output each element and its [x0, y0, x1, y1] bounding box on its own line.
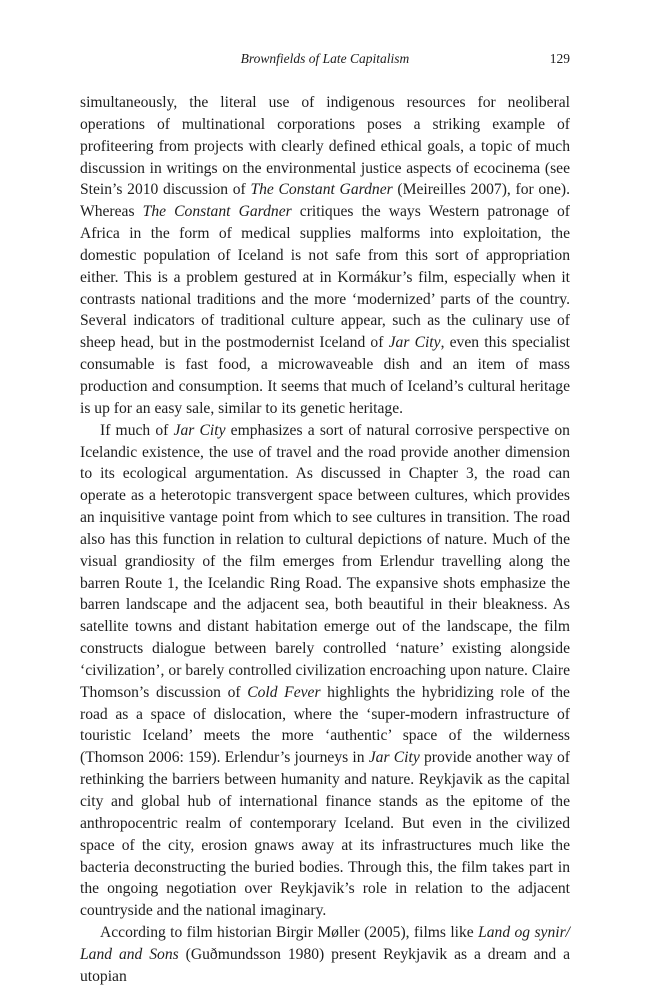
text-run: , even this specialist consumable is fast food, a microwaveable dish and an item of mass production and consumption. It seems that much of Iceland’s cultural heritage is up for an easy sale, similar to its genetic heritage. [80, 334, 570, 417]
text-run: If much of [100, 421, 174, 439]
italic-title: The Constant Gardner [142, 203, 292, 221]
paragraph [80, 420, 570, 922]
text-run: (Meireilles 2007), for one). Whereas [80, 181, 571, 221]
paragraph [80, 922, 570, 988]
text-run: highlights the hybridizing role of the road as a space of dislocation, where the ‘super-modern infrastructure of touristic Iceland’ meets the more ‘authentic’ space of the wilderness (Thomson 2006: 159). Erlendur’s journeys in [80, 683, 570, 767]
page-number: 129 [549, 51, 570, 66]
text-run: critiques the ways Western patronage of Africa in the form of medical supplies malforms into exploitation, the domestic population of Iceland is not safe from this sort of appropriation either. This is a problem gestured at in Kormákur’s film, especially when it contrasts national traditions and the more ‘modernized’ parts of the country. Several indicators of traditional culture appear, such as the culinary use of sheep head, but in the postmodernist Iceland of [80, 203, 570, 352]
running-title: Brownfields of Late Capitalism [240, 51, 410, 66]
text-run: (Guðmundsson 1980) present Reykjavik as a dream and a utopian [80, 945, 570, 985]
italic-title: The Constant Gardner [250, 181, 393, 199]
running-head [80, 50, 570, 70]
text-run: According to film historian Birgir Møller (2005), films like [100, 924, 479, 942]
italic-title: Jar City [368, 749, 420, 767]
italic-title: Jar City [388, 334, 441, 352]
body-text [80, 92, 570, 988]
italic-title: Jar City [173, 421, 226, 439]
text-run: emphasizes a sort of natural corrosive perspective on Icelandic existence, the use of travel and the road provide another dimension to its ecological argumentation. As discussed in Chapter 3, the road can operate as a heterotopic transvergent space between cultures, which provides an inquisitive vantage point from which to see cultures in transition. The road also has this function in relation to cultural depictions of nature. Much of the visual grandiosity of the film emerges from Erlendur travelling along the barren Route 1, the Icelandic Ring Road. The expansive shots emphasize the barren landscape and the adjacent sea, both beautiful in their bleakness. As satellite towns and distant habitation emerge out of the landscape, the film constructs dialogue between barely controlled ‘nature’ existing alongside ‘civilization’, or barely controlled civilization encroaching upon nature. Claire Thomson’s discussion of [80, 421, 570, 701]
text-run: provide another way of rethinking the barriers between humanity and nature. Reykjavik as the capital city and global hub of international finance stands as the epitome of the anthropocentric realm of contemporary Iceland. But even in the civilized space of the city, erosion gnaws away at its infrastructures much like the bacteria deconstructing the buried bodies. Through this, the film takes part in the ongoing negotiation over Reykjavik’s role in relation to the adjacent countryside and the national imaginary. [80, 749, 570, 920]
italic-title: Land og synir/ Land and Sons [80, 924, 570, 963]
paragraph [80, 92, 570, 420]
text-run: simultaneously, the literal use of indigenous resources for neoliberal operations of multinational corporations poses a striking example of profiteering from projects with clearly defined ethical goals, a topic of much discussion in writings on the environmental justice aspects of ecocinema (see Stein’s 2010 discussion of [80, 94, 570, 199]
italic-title: Cold Fever [247, 683, 321, 701]
